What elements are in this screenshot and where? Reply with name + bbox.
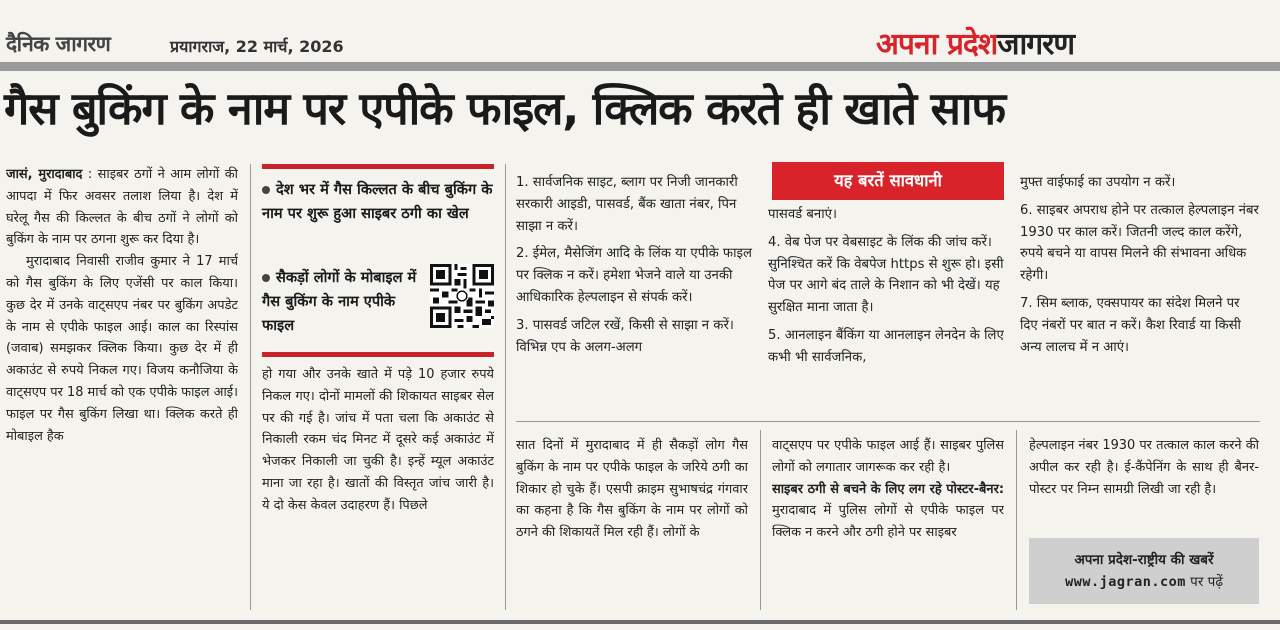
tip-1: 1. सार्वजनिक साइट, ब्लाग पर निजी जानकारी सरकारी आइडी, पासवर्ड, बैंक खाता नंबर, पिन साझा न करें। [516,175,738,234]
col4-para-1: वाट्सएप पर एपीके फाइल आई हैं। साइबर पुलिस लोगों को लगातार जागरूक कर रही है। [772,438,1004,475]
column-1 [6,164,238,610]
tips-column-1 [516,172,761,412]
masthead-logo: दैनिक जागरण [6,32,111,56]
highlight-bullet-2 [262,266,426,338]
tip-5: 5. आनलाइन बैंकिंग या आनलाइन लेनदेन के लिए कभी भी सार्वजनिक, [768,327,1004,365]
col4-subhead: साइबर ठगी से बचने के लिए लग रहे पोस्टर-बैनर: [772,481,1004,497]
promo-url[interactable]: www.jagran.com [1065,574,1186,590]
col3-para: सात दिनों में मुरादाबाद में ही सैकड़ों लोग गैस बुकिंग के नाम पर एपीके फाइल के जरिये ठगी का शिकार हो चुके हैं। एसपी क्राइम सुभाषचंद्र गंगवार का कहना है कि गैस बुकिंग के नाम पर लोगों को ठगने की शिकायतें मिल रही हैं। लोगों के [516,438,748,541]
qr-code-icon [430,264,494,328]
byline: जासं, मुरादाबाद [6,167,83,182]
highlight-1-text: देश भर में गैस किल्लत के बीच बुकिंग के नाम पर शुरू हुआ साइबर ठगी का खेल [262,181,493,222]
section-brand [876,22,1074,63]
col2-para: हो गया और उनके खाते में पड़े 10 हजार रुपये निकल गए। दोनों मामलों की शिकायत साइबर सेल पर की गई है। जांच में पता चला कि अकाउंट से निकाली रकम चंद मिनट में दूसरे कई अकाउंट में भेजकर निकाली जा चुकी है। इन्हें म्यूल अकाउंट माना जा रहा है। खातों की विस्तृत जांच जारी है। ये दो केस केवल उदाहरण हैं। पिछले [262,367,494,513]
tip-7: 7. सिम ब्लाक, एक्सपायर का संदेश मिलने पर दिए नंबरों पर बात न करें। कैश रिवार्ड या किसी अन्य लालच में न आएं। [1020,295,1241,355]
tips-box-bottom-rule [516,421,1260,422]
tip-6: 6. साइबर अपराध होने पर तत्काल हेल्पलाइन नंबर 1930 पर काल करें। जितनी जल्द काल करेंगे, रुपये बचने या वापस मिलने की संभावना अधिक रहेगी। [1020,202,1259,284]
bullet-dot-icon [262,186,270,194]
brand-black-text: जागरण [997,27,1075,62]
dateline: प्रयागराज, 22 मार्च, 2026 [170,37,344,56]
tip-2: 2. ईमेल, मैसेजिंग आदि के लिंक या एपीके फाइल पर क्लिक न करें। हमेशा भेजने वाले या उनकी आधिकारिक हेल्पलाइन से संपर्क करें। [516,246,752,305]
tip-3: 3. पासवर्ड जटिल रखें, किसी से साझा न करें। विभिन्न एप के अलग-अलग [516,317,734,355]
highlight-bullet-1 [262,178,494,226]
column-2 [262,364,494,610]
highlight-top-bar [262,164,494,169]
brand-red-text: अपना प्रदेश [876,27,998,62]
promo-suffix: पर पढ़ें [1190,574,1223,590]
col1-para-1: : साइबर ठगों ने आम लोगों की आपदा में फिर अवसर तलाश लिया है। देश में घरेलू गैस की किल्लत के बीच ठगों ने लोगों को बुकिंग के नाम पर ठगना शुरू कर दिया है। [6,167,238,248]
tip-5-cont: मुफ्त वाईफाई का उपयोग न करें। [1020,175,1176,190]
col4-para-2: मुरादाबाद में पुलिस लोगों से एपीके फाइल पर क्लिक न करने और ठगी होने पर साइबर [772,503,1004,541]
column-5 [1029,435,1259,535]
bullet-dot-icon [262,274,270,282]
caution-heading: यह बरतें सावधानी [772,162,1004,200]
tip-4: 4. वेब पेज पर वेबसाइट के लिंक की जांच करें। सुनिश्चित करें कि वेबपेज https से शुरू हो। इसी पेज पर आगे बंद ताले के निशान को भी देखें। यह सुरक्षित माना जाता है। [768,234,1004,316]
col1-para-2: मुरादाबाद निवासी राजीव कुमार ने 17 मार्च को गैस बुकिंग के लिए एजेंसी पर काल किया। कुछ देर में उनके वाट्सएप नंबर पर बुकिंग अपडेट के नाम से एपीके फाइल आई। काल का रिस्पांस (जवाब) समझकर क्लिक किया। कुछ देर में ही अकाउंट से रुपये निकल गए। विजय कनौजिया के वाट्सएप पर 18 मार्च को एक एपीके फाइल आई। फाइल पर गैस बुकिंग लिखा था। क्लिक करते ही मोबाइल हैक [6,254,238,444]
column-divider [505,164,506,610]
promo-line-1: अपना प्रदेश-राष्ट्रीय की खबरें [1074,552,1214,568]
column-divider [760,430,761,610]
col5-para: हेल्पलाइन नंबर 1930 पर तत्काल काल करने की अपील कर रही है। ई-कैंपेनिंग के साथ ही बैनर-पोस्टर पर निम्न सामग्री लिखी जा रही है। [1029,438,1259,497]
highlight-bottom-bar [262,352,494,357]
promo-line-2 [1029,572,1259,590]
column-divider [1016,430,1017,610]
tips-column-3 [1020,172,1260,412]
column-divider [250,164,251,610]
bottom-rule [0,620,1280,624]
tip-3-cont: पासवर्ड बनाएं। [768,207,837,222]
highlights-box [262,164,494,357]
top-rule [0,62,1280,71]
column-3 [516,435,748,611]
web-promo-box [1029,538,1259,604]
highlight-2-text: सैकड़ों लोगों के मोबाइल में गैस बुकिंग के नाम एपीके फाइल [262,269,417,334]
headline: गैस बुकिंग के नाम पर एपीके फाइल, क्लिक करते ही खाते साफ [4,82,1005,135]
column-4 [772,435,1004,611]
tips-column-2 [768,204,1013,414]
